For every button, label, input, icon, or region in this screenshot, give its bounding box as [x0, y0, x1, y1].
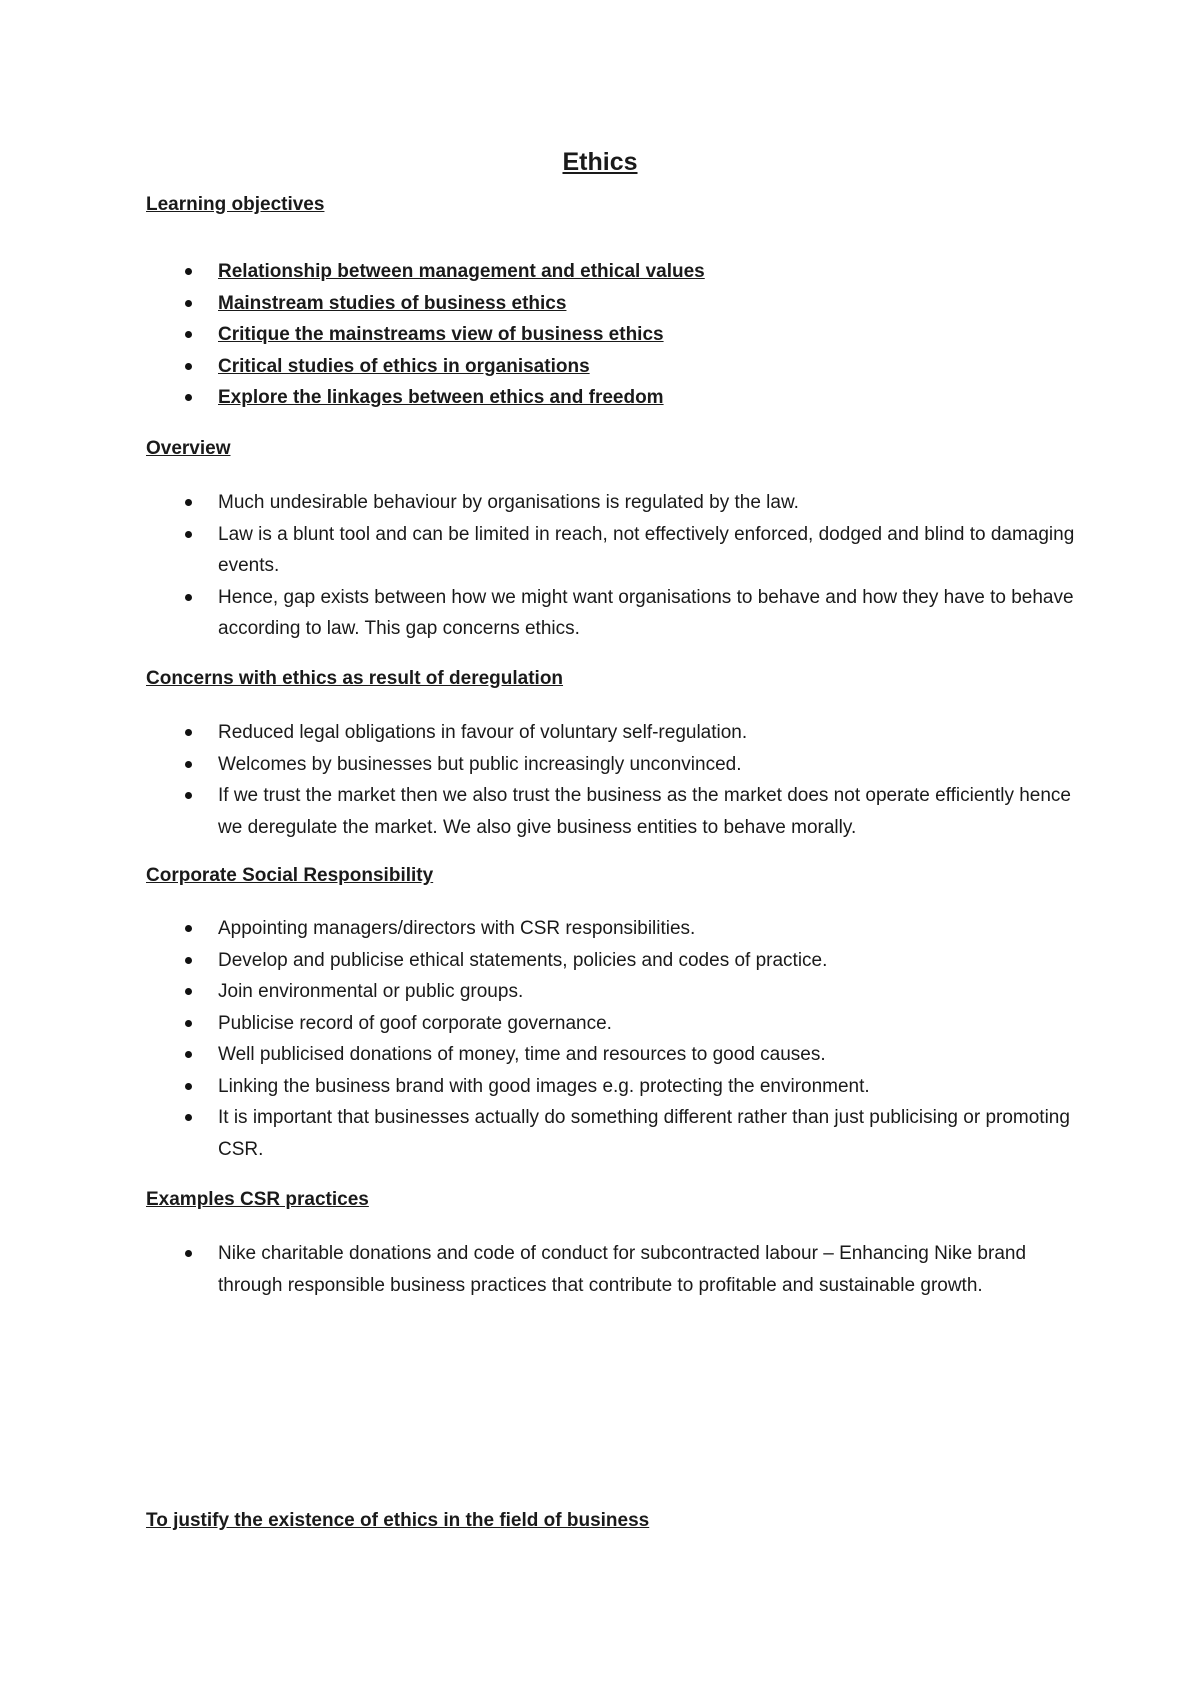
list-item: Relationship between management and ethical values	[146, 256, 1076, 288]
bullet-icon	[185, 331, 192, 338]
list-item: Law is a blunt tool and can be limited in reach, not effectively enforced, dodged and blind to damaging events.	[146, 519, 1076, 582]
heading-deregulation: Concerns with ethics as result of deregulation	[146, 668, 564, 689]
bullet-icon	[185, 394, 192, 401]
bullet-icon	[185, 957, 192, 964]
heading-overview: Overview	[146, 438, 231, 459]
bullet-icon	[185, 1083, 192, 1090]
list-item: Well publicised donations of money, time and resources to good causes.	[146, 1039, 1076, 1071]
list-item: Much undesirable behaviour by organisations is regulated by the law.	[146, 487, 1076, 519]
list-item: Welcomes by businesses but public increasingly unconvinced.	[146, 749, 1076, 781]
bullet-icon	[185, 729, 192, 736]
heading-csr: Corporate Social Responsibility	[146, 865, 434, 886]
list-item: Critical studies of ethics in organisations	[146, 351, 1076, 383]
bullet-icon	[185, 499, 192, 506]
list-item: Nike charitable donations and code of conduct for subcontracted labour – Enhancing Nike brand through responsible business practices that contribute to profitable and sustainable growth.	[146, 1238, 1076, 1301]
bullet-icon	[185, 761, 192, 768]
page-title: Ethics	[562, 148, 638, 176]
list-item: Mainstream studies of business ethics	[146, 288, 1076, 320]
list-item: Develop and publicise ethical statements, policies and codes of practice.	[146, 945, 1076, 977]
bullet-icon	[185, 792, 192, 799]
learning-objectives-list	[146, 256, 1076, 414]
list-item: Linking the business brand with good images e.g. protecting the environment.	[146, 1071, 1076, 1103]
bullet-icon	[185, 363, 192, 370]
bullet-icon	[185, 1051, 192, 1058]
list-item: It is important that businesses actually do something different rather than just publicising or promoting CSR.	[146, 1102, 1076, 1165]
list-item: Reduced legal obligations in favour of voluntary self-regulation.	[146, 717, 1076, 749]
list-item: Hence, gap exists between how we might want organisations to behave and how they have to behave according to law. This gap concerns ethics.	[146, 582, 1076, 645]
bullet-icon	[185, 925, 192, 932]
bullet-icon	[185, 268, 192, 275]
bullet-icon	[185, 988, 192, 995]
csr-list	[146, 913, 1076, 1165]
bullet-icon	[185, 1114, 192, 1121]
bullet-icon	[185, 531, 192, 538]
bullet-icon	[185, 1250, 192, 1257]
bullet-icon	[185, 594, 192, 601]
list-item: If we trust the market then we also trust the business as the market does not operate efficiently hence we deregulate the market. We also give business entities to behave morally.	[146, 780, 1076, 843]
heading-learning-objectives: Learning objectives	[146, 194, 325, 215]
examples-list	[146, 1238, 1076, 1301]
bullet-icon	[185, 300, 192, 307]
list-item: Critique the mainstreams view of business ethics	[146, 319, 1076, 351]
deregulation-list	[146, 717, 1076, 843]
list-item: Explore the linkages between ethics and freedom	[146, 382, 1076, 414]
overview-list	[146, 487, 1076, 645]
list-item: Join environmental or public groups.	[146, 976, 1076, 1008]
heading-justify: To justify the existence of ethics in the field of business	[146, 1510, 650, 1531]
heading-examples: Examples CSR practices	[146, 1189, 369, 1210]
list-item: Appointing managers/directors with CSR responsibilities.	[146, 913, 1076, 945]
list-item: Publicise record of goof corporate governance.	[146, 1008, 1076, 1040]
bullet-icon	[185, 1020, 192, 1027]
